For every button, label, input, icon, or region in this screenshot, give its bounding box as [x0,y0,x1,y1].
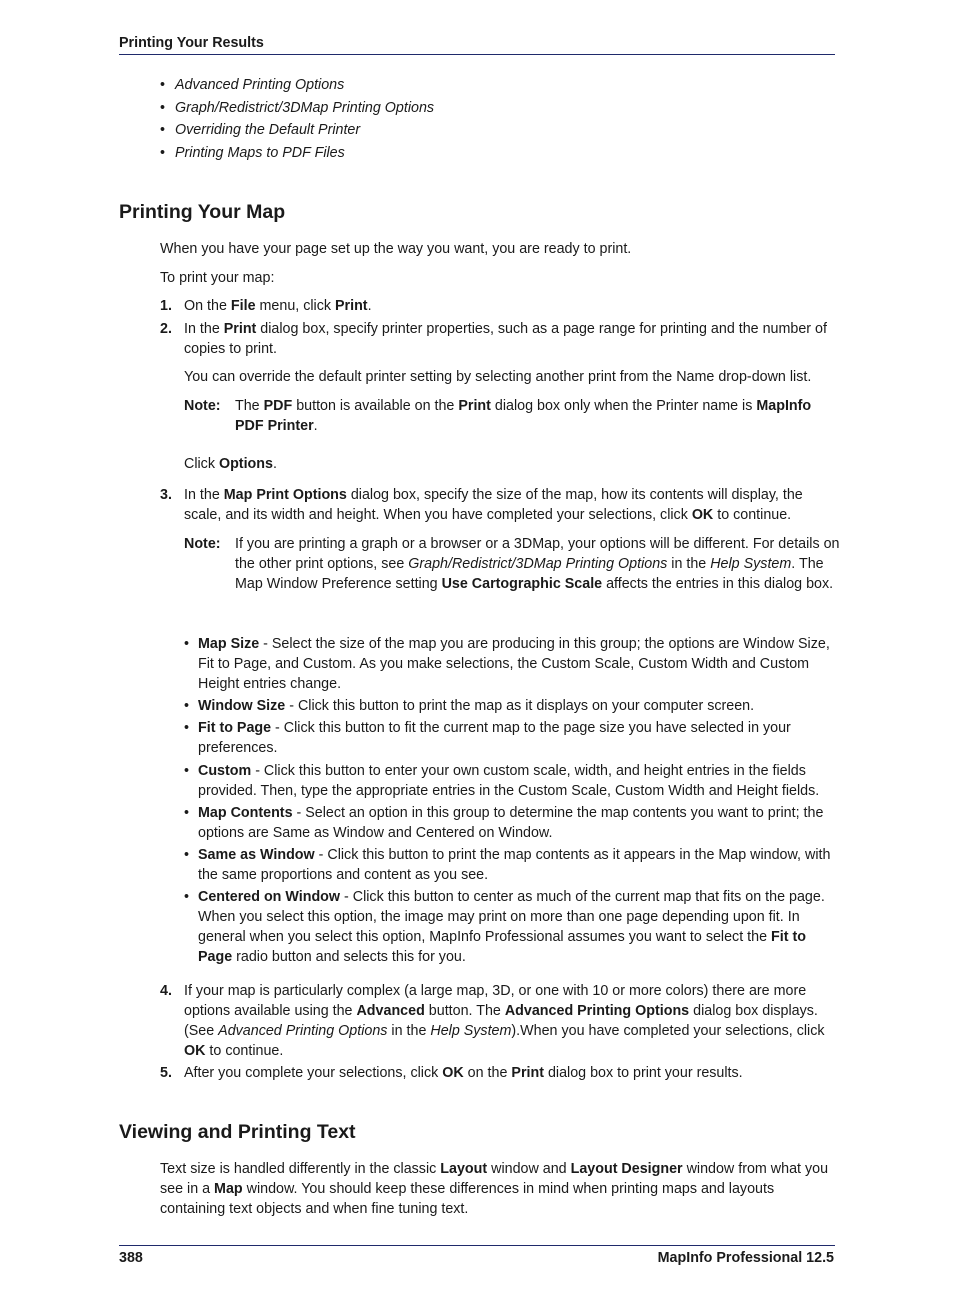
paragraph: When you have your page set up the way you want, you are ready to print. [160,241,632,257]
step-number: 3. [160,487,172,503]
note-label: Note: [184,398,221,414]
list-item: • Overriding the Default Printer [160,120,840,143]
step-number: 1. [160,298,172,314]
paragraph: You can override the default printer setting by selecting another print from the Name drop-down list. [184,369,812,385]
note: Note: The PDF button is available on the Print dialog box only when the Printer name is MapInfo PDF Printer. [184,398,812,434]
list-item: • Custom - Click this button to enter your own custom scale, width, and height entries in the fields provided. Then, type the appropriate entries in the Custom Scale, Custom Width and Height fields. [184,763,820,799]
section-heading: Viewing and Printing Text [119,1121,356,1143]
list-item: • Fit to Page - Click this button to fit the current map to the page size you have selected in your preferences. [184,720,791,756]
step-number: 5. [160,1065,172,1081]
list-item: • Centered on Window - Click this button to center as much of the current map that fits on the page. When you select this option, the image may print on more than one page depending upon fit. In general when you select this option, MapInfo Professional assumes you want to select the Fit to Page radio button and selects this for you. [184,889,825,965]
step-2: 2. In the Print dialog box, specify printer properties, such as a page range for printing and the number of copies to print. [160,321,827,357]
step-4: 4. If your map is particularly complex (a large map, 3D, or one with 10 or more colors) there are more options available using the Advanced button. The Advanced Printing Options dialog box displays. (See Advanced Printing Options in the Help System).When you have completed your selections, click OK to continue. [160,983,825,1059]
header-rule [119,54,835,55]
note: Note: If you are printing a graph or a browser or a 3DMap, your options will be different. For details on the other print options, see Graph/Redistrict/3DMap Printing Options in the Help System. The Map Window Preference setting Use Cartographic Scale affects the entries in this dialog box. [184,536,840,592]
paragraph: Text size is handled differently in the classic Layout window and Layout Designer window from what you see in a Map window. You should keep these differences in mind when printing maps and layouts containing text objects and when fine tuning text. [160,1161,829,1217]
list-item: • Window Size - Click this button to print the map as it displays on your computer screen. [184,698,755,714]
related-topics-list [160,75,840,165]
paragraph: Click Options. [184,456,277,472]
topic-link-pdf[interactable]: Printing Maps to PDF Files [175,144,345,161]
topic-link-graph-printing[interactable]: Graph/Redistrict/3DMap Printing Options [175,99,435,116]
note-label: Note: [184,536,221,552]
topic-link-default-printer[interactable]: Overriding the Default Printer [175,122,361,138]
running-header: Printing Your Results [119,35,264,51]
running-footer: MapInfo Professional 12.5 [657,1250,834,1266]
list-item: • Advanced Printing Options [160,75,840,98]
step-3: 3. In the Map Print Options dialog box, specify the size of the map, how its contents will display, the scale, and its width and height. When you have completed your selections, click OK to continue. [160,487,803,523]
step-1: 1. On the File menu, click Print. [160,298,372,314]
list-item: • Map Size - Select the size of the map you are producing in this group; the options are Window Size, Fit to Page, and Custom. As you make selections, the Custom Scale, Custom Width and Custom Height entries change. [184,636,830,692]
page-number: 388 [119,1250,143,1266]
step-number: 4. [160,983,172,999]
topic-link-advanced-printing[interactable]: Advanced Printing Options [175,77,345,93]
list-item: • Graph/Redistrict/3DMap Printing Options [160,98,840,121]
step-number: 2. [160,321,172,337]
list-item: • Same as Window - Click this button to print the map contents as it appears in the Map window, with the same proportions and content as you see. [184,847,831,883]
step-5: 5. After you complete your selections, click OK on the Print dialog box to print your results. [160,1065,743,1081]
paragraph: To print your map: [160,270,275,286]
list-item: • Printing Maps to PDF Files [160,143,840,166]
footer-rule [119,1245,835,1246]
section-heading: Printing Your Map [119,201,286,223]
list-item: • Map Contents - Select an option in this group to determine the map contents you want to print; the options are Same as Window and Centered on Window. [184,805,824,841]
